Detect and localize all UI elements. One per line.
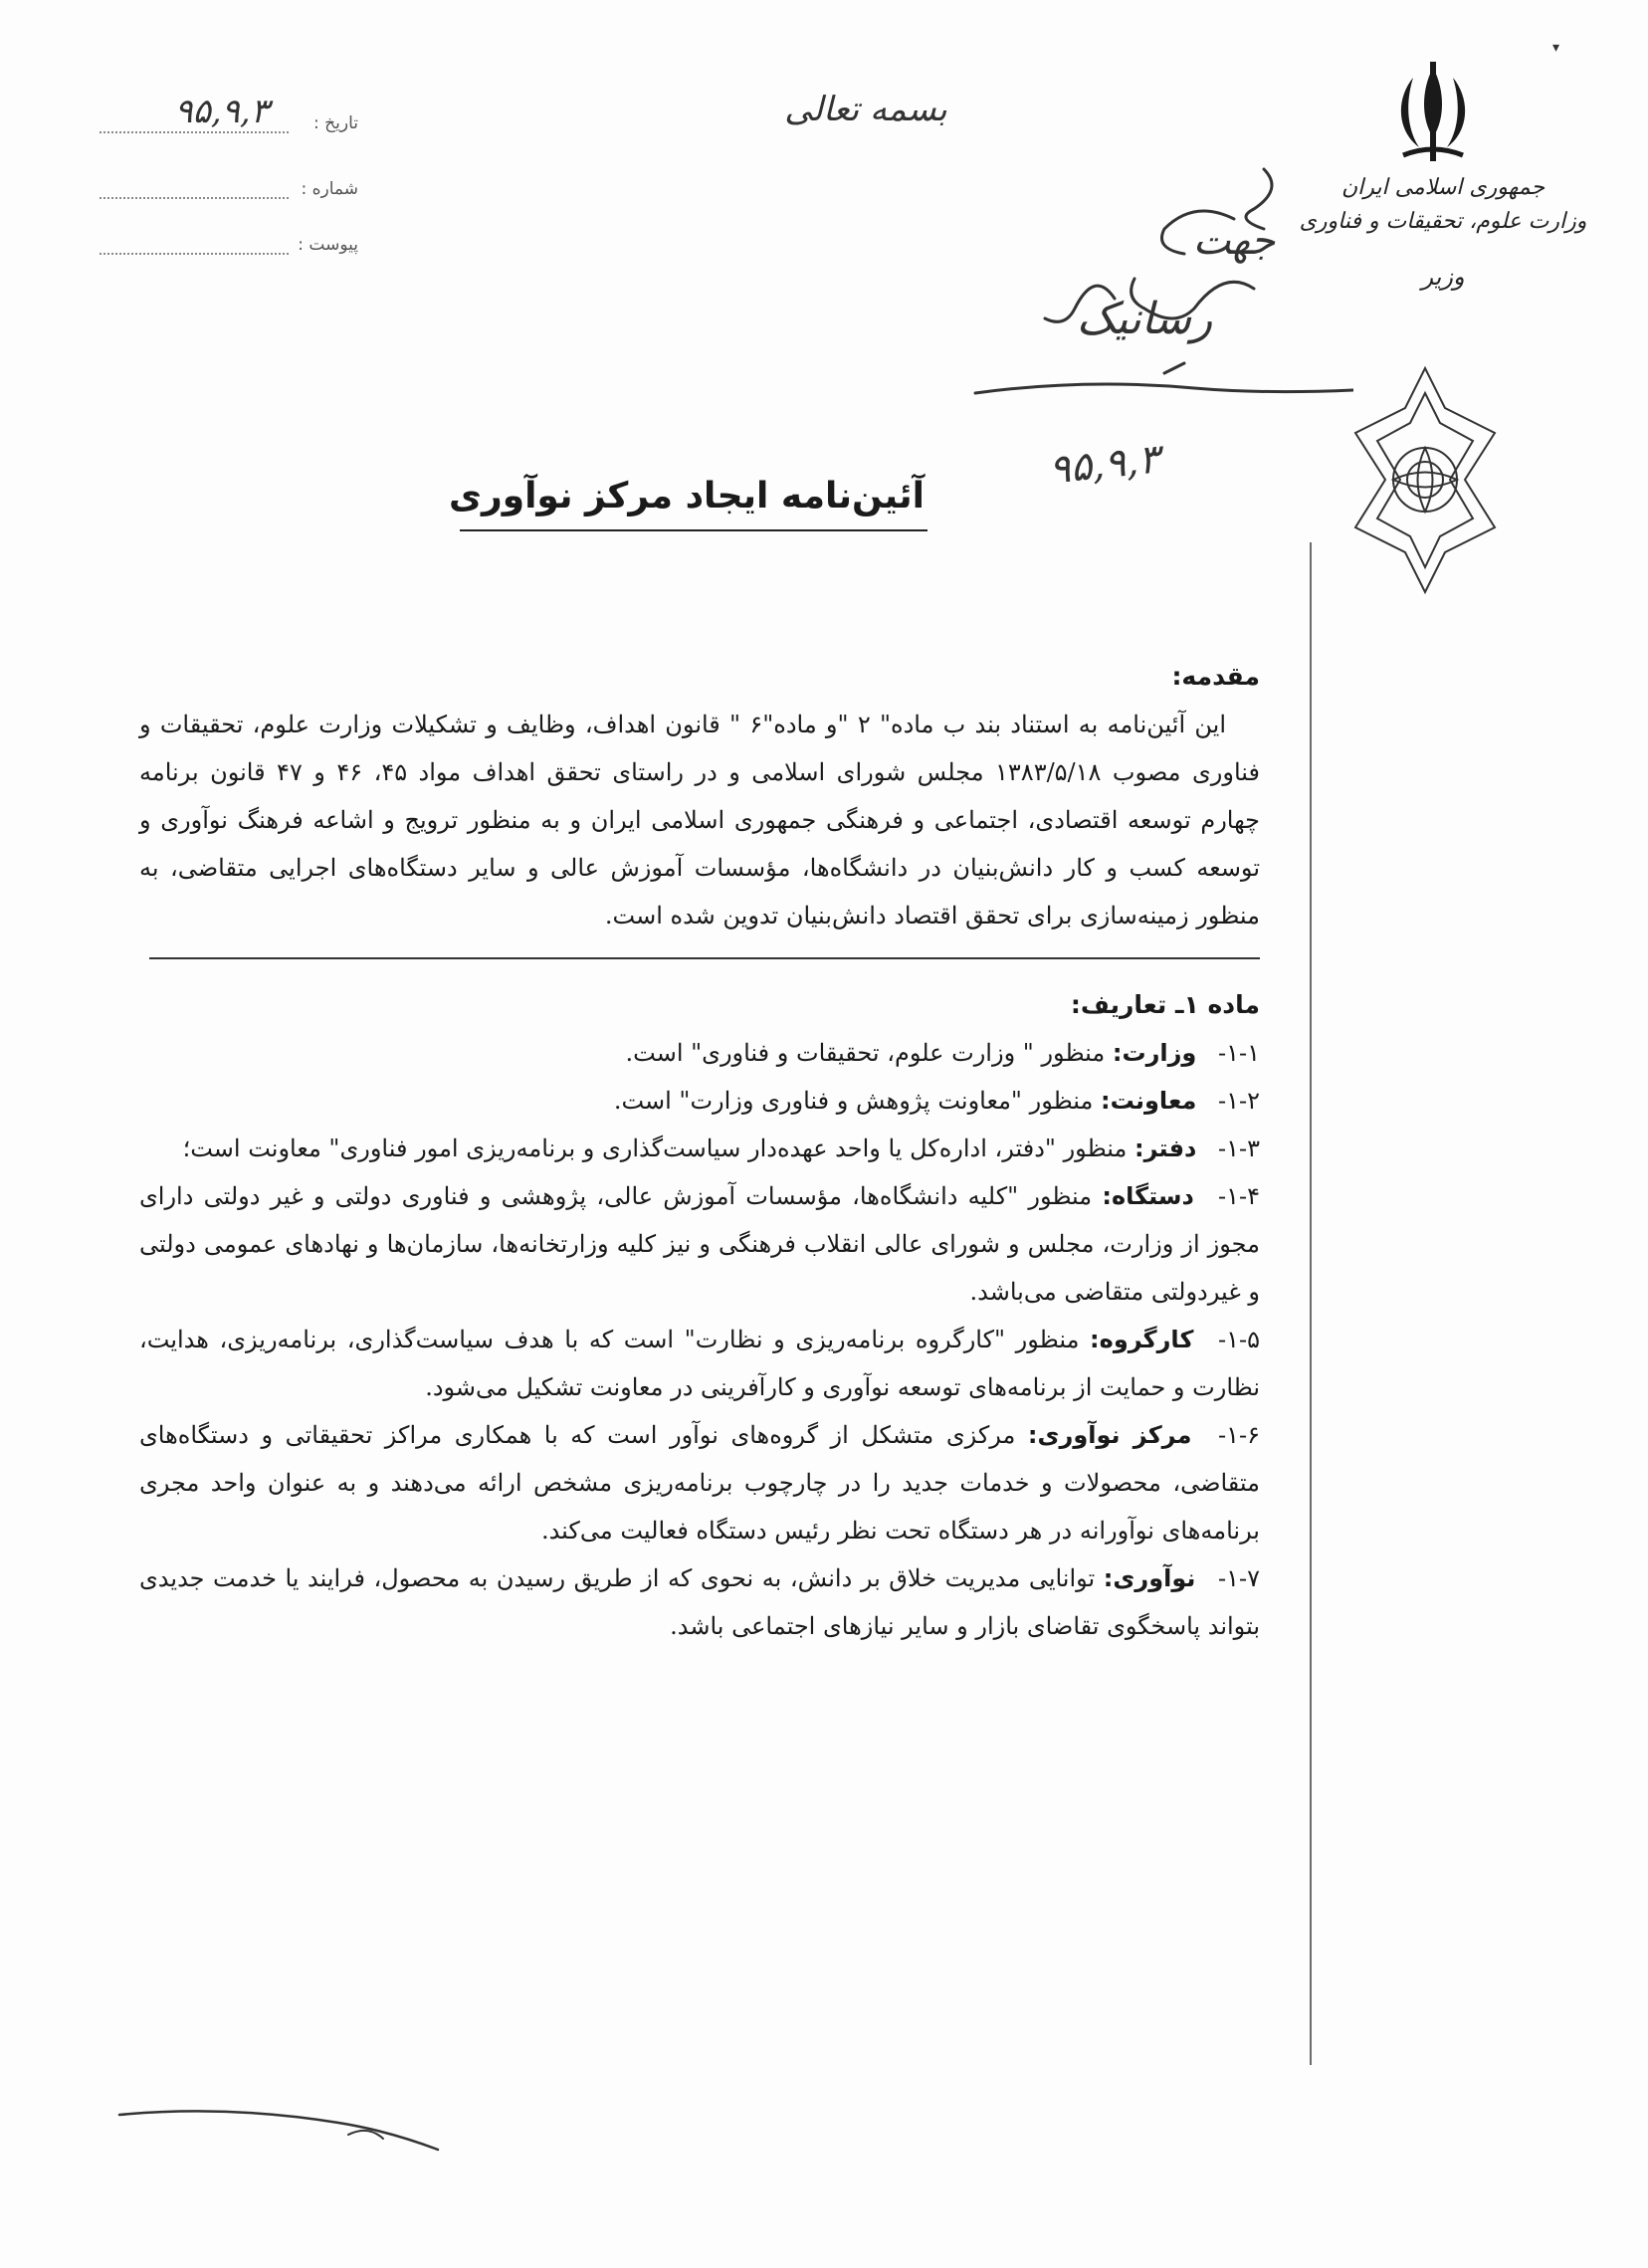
definition-term: کارگروه: <box>1090 1326 1194 1353</box>
date-value: ۹۵,۹,۳ <box>174 92 269 131</box>
attachment-field <box>100 231 358 261</box>
document-title: آئین‌نامه ایجاد مرکز نوآوری <box>448 476 926 516</box>
number-field <box>100 175 358 205</box>
definition-term: مرکز نوآوری: <box>1027 1421 1192 1449</box>
document-body <box>139 653 1260 1650</box>
definition-item <box>139 1029 1260 1077</box>
definition-text: مرکزی متشکل از گروه‌های نوآور است که با همکاری مراکز تحقیقاتی و دستگاه‌های متقاضی، محصولات و خدمات جدید را در چارچوب برنامه‌ریزی مشخص ارائه می‌دهند و به عنوان واحد مجری برنامه‌های نوآورانه در هر دستگاه تحت نظر رئیس دستگاه فعالیت می‌کند. <box>139 1421 1260 1545</box>
intro-paragraph: این آئین‌نامه به استناد بند ب ماده" ۲ "و ماده"۶ " قانون اهداف، وظایف و تشکیلات وزارت علوم، تحقیقات و فناوری مصوب ۱۳۸۳/۵/۱۸ مجلس شورای اسلامی و در راستای تحقق اهداف مواد ۴۵، ۴۶ و ۴۷ قانون برنامه چهارم توسعه اقتصادی، اجتماعی و فرهنگی جمهوری اسلامی ایران و به منظور ترویج و اشاعه فرهنگ نوآوری و توسعه کسب و کار دانش‌بنیان در دانشگاه‌ها، مؤسسات آموزش عالی و سایر دستگاه‌های اجرایی متقاضی، به منظور زمینه‌سازی برای تحقق اقتصاد دانش‌بنیان تدوین شده است. <box>139 711 1260 929</box>
ministry-line-ministry: وزارت علوم، تحقیقات و فناوری <box>1299 209 1587 234</box>
section-separator <box>149 957 1260 959</box>
definition-term: نوآوری: <box>1103 1564 1196 1592</box>
handwritten-date: ۹۵,۹,۳ <box>1046 436 1162 494</box>
definition-term: معاونت: <box>1101 1087 1197 1115</box>
definition-text: منظور " وزارت علوم، تحقیقات و فناوری" است. <box>625 1039 1113 1067</box>
definition-item <box>139 1411 1260 1554</box>
definition-item <box>139 1554 1260 1650</box>
date-dotted-line <box>100 131 289 133</box>
title-underline <box>460 529 927 531</box>
definition-item <box>139 1125 1260 1172</box>
handwritten-word-2: رسانیک <box>1076 294 1213 344</box>
signature-scribble <box>109 2095 448 2165</box>
date-field <box>100 92 358 139</box>
islamic-ornament-icon <box>1345 363 1505 597</box>
right-margin-line <box>1310 542 1312 2065</box>
article-1-heading: ماده ۱ـ تعاریف: <box>1070 990 1260 1019</box>
definition-number: ۱-۱- <box>1218 1039 1260 1067</box>
definition-text: منظور "کارگروه برنامه‌ریزی و نظارت" است که با هدف سیاست‌گذاری، برنامه‌ریزی، هدایت، نظارت و حمایت از برنامه‌های توسعه نوآوری و کارآفرینی در معاونت تشکیل می‌شود. <box>139 1326 1260 1401</box>
definition-item <box>139 1077 1260 1125</box>
corner-mark: ▾ <box>1552 40 1560 56</box>
definition-number: ۱-۴- <box>1218 1182 1260 1210</box>
definition-item <box>139 1316 1260 1411</box>
definition-number: ۱-۶- <box>1217 1421 1260 1449</box>
definition-term: دستگاه: <box>1102 1182 1194 1210</box>
definition-item <box>139 1172 1260 1316</box>
definition-text: منظور "دفتر، اداره‌کل یا واحد عهده‌دار سیاست‌گذاری و برنامه‌ریزی امور فناوری" معاونت است؛ <box>182 1134 1134 1162</box>
number-label: شماره : <box>301 179 358 199</box>
definition-number: ۱-۷- <box>1217 1564 1260 1592</box>
definition-number: ۱-۳- <box>1218 1134 1260 1162</box>
definition-text: منظور "معاونت پژوهش و فناوری وزارت" است. <box>613 1087 1101 1115</box>
ministry-line-country: جمهوری اسلامی ایران <box>1340 175 1545 200</box>
intro-heading: مقدمه: <box>1171 662 1260 691</box>
bismillah-heading: بسمه تعالی <box>784 90 947 129</box>
definition-text: توانایی مدیریت خلاق بر دانش، به نحوی که از طریق رسیدن به محصول، فرایند یا خدمت جدیدی بتواند پاسخگوی تقاضای بازار و سایر نیازهای اجتماعی باشد. <box>139 1564 1260 1640</box>
number-dotted-line <box>100 197 289 199</box>
handwritten-note <box>935 159 1353 498</box>
definition-text: منظور "کلیه دانشگاه‌ها، مؤسسات آموزش عالی، پژوهشی و فناوری دولتی و غیر دولتی دارای مجوز از وزارت، مجلس و شورای عالی انقلاب فرهنگی و نیز کلیه وزارتخانه‌ها، سازمان‌ها و نهادهای عمومی دولتی و غیردولتی متقاضی می‌باشد. <box>139 1182 1260 1306</box>
date-label: تاریخ : <box>313 113 358 133</box>
definition-number: ۱-۵- <box>1218 1326 1261 1353</box>
definition-term: وزارت: <box>1112 1039 1197 1067</box>
handwritten-word-1: جهت <box>1192 218 1276 264</box>
definition-term: دفتر: <box>1134 1134 1197 1162</box>
ministry-line-minister: وزیر <box>1421 263 1465 291</box>
attachment-dotted-line <box>100 253 289 255</box>
iran-emblem-icon <box>1383 60 1483 169</box>
attachment-label: پیوست : <box>298 235 358 255</box>
definition-number: ۱-۲- <box>1218 1087 1260 1115</box>
